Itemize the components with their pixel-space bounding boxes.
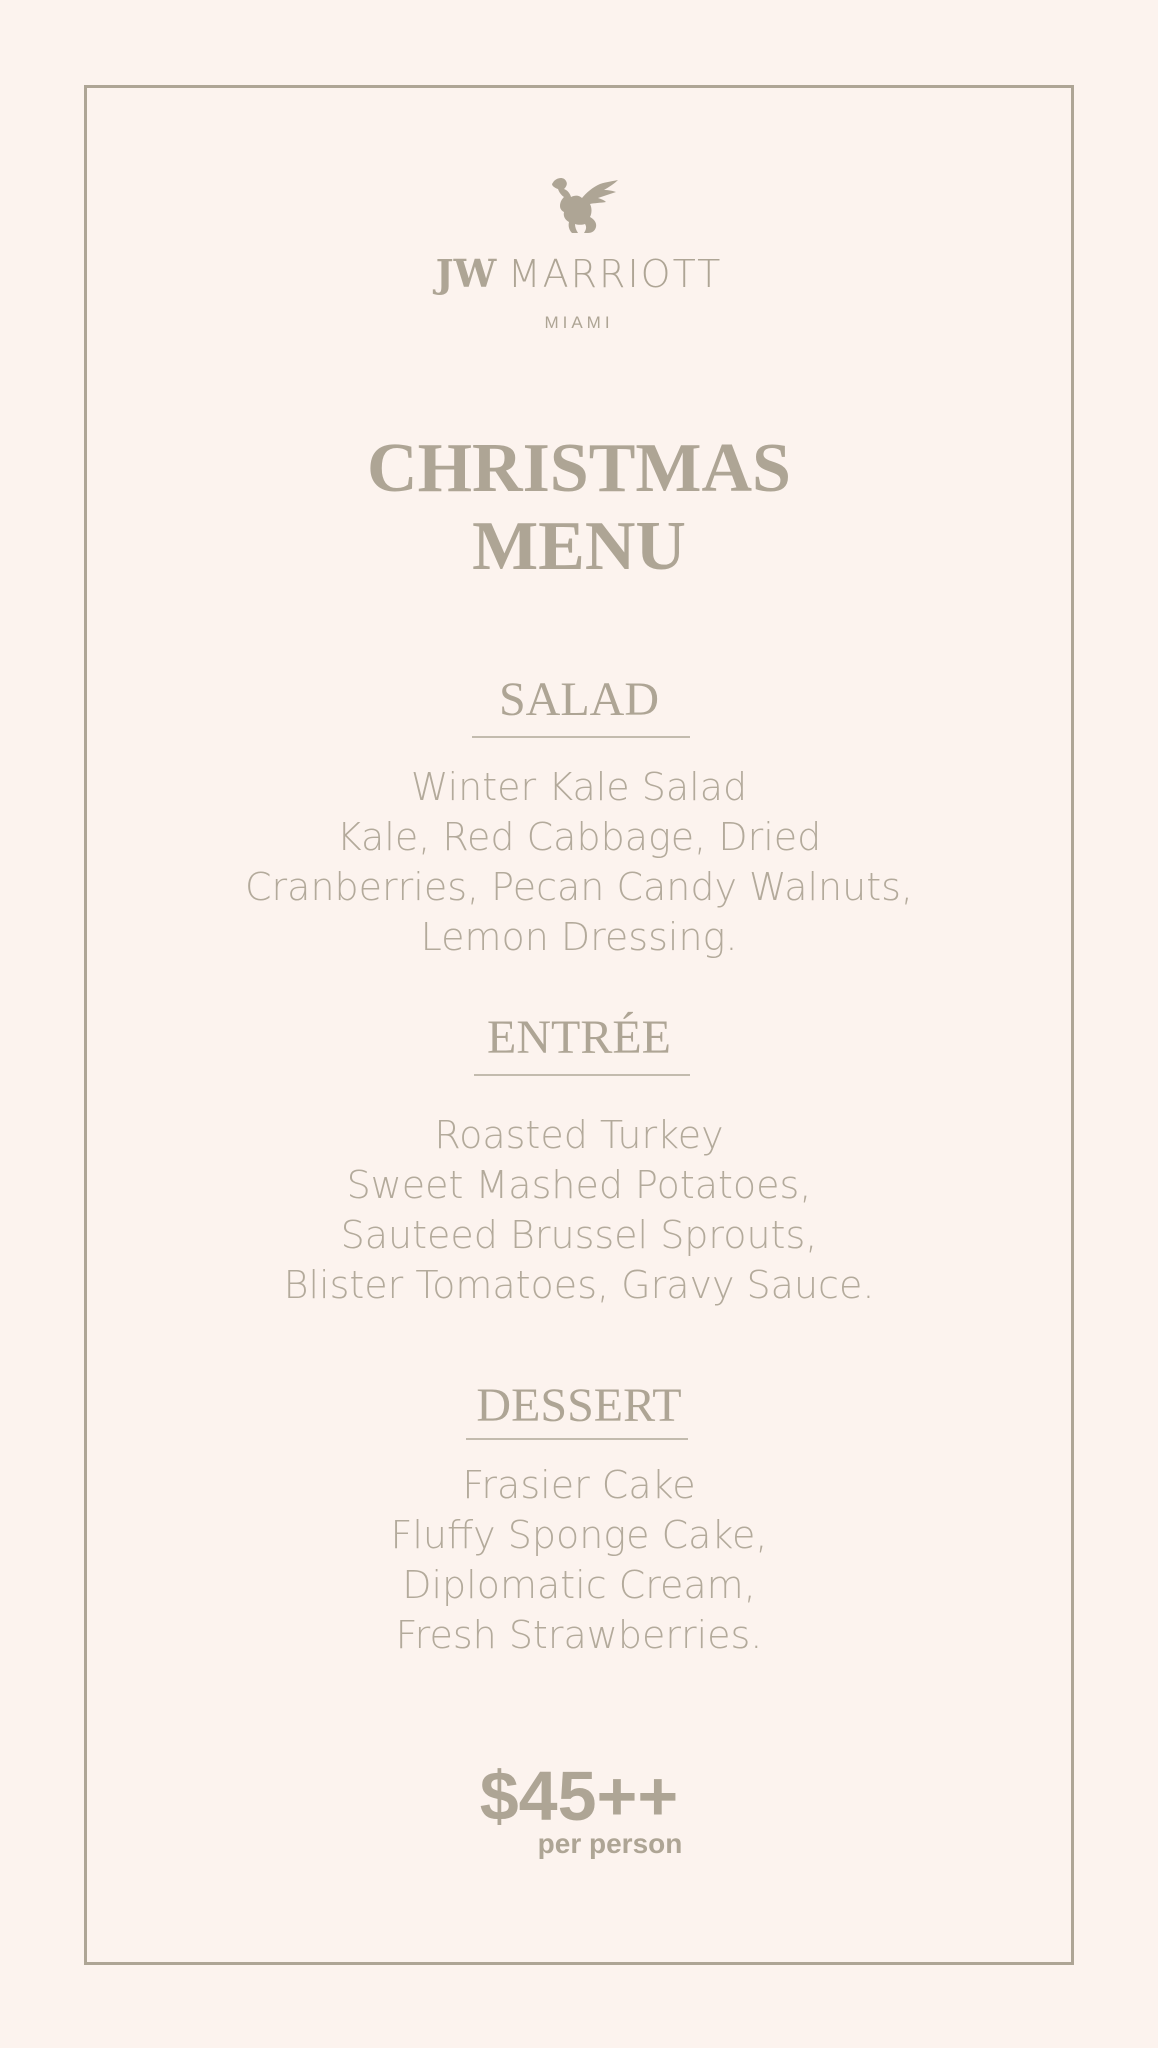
menu-item-line: Sauteed Brussel Sprouts, [340,1213,818,1257]
hotel-location: MIAMI [544,313,614,332]
section-divider-entree [474,1074,690,1076]
menu-price: $45++ [479,1757,679,1835]
menu-item-line: Lemon Dressing. [420,915,738,959]
menu-item-line: Diplomatic Cream, [402,1563,756,1607]
hotel-brand-name [0,252,1158,297]
section-heading-dessert: DESSERT [476,1379,682,1432]
section-items-dessert [0,1460,1158,1660]
menu-title [0,430,1158,586]
menu-item-line: Frasier Cake [462,1463,696,1507]
menu-item-line: Kale, Red Cabbage, Dried [336,815,822,859]
section-heading-entree: ENTRÉE [487,1011,671,1064]
menu-item-line: Fresh Strawberries. [395,1613,763,1657]
menu-item-line: Fluffy Sponge Cake, [390,1513,768,1557]
menu-item-line: Blister Tomatoes, Gravy Sauce. [283,1263,875,1307]
menu-item-line: Roasted Turkey [434,1113,724,1157]
section-items-salad [0,762,1158,962]
section-items-entree [0,1110,1158,1310]
price-unit: per person [537,1828,683,1859]
section-heading-salad: SALAD [498,673,659,726]
menu-item-line: Sweet Mashed Potatoes, [346,1163,812,1207]
menu-item-line: Cranberries, Pecan Candy Walnuts, [245,865,913,909]
menu-item-line: Winter Kale Salad [410,765,748,809]
brand-jw: JW [435,251,497,296]
brand-marriott: MARRIOTT [507,252,723,296]
menu-title-line-2: MENU [472,508,686,585]
section-divider-salad [472,736,690,738]
griffin-icon [548,175,620,235]
section-divider-dessert [466,1438,688,1440]
menu-title-line-1: CHRISTMAS [367,430,791,507]
